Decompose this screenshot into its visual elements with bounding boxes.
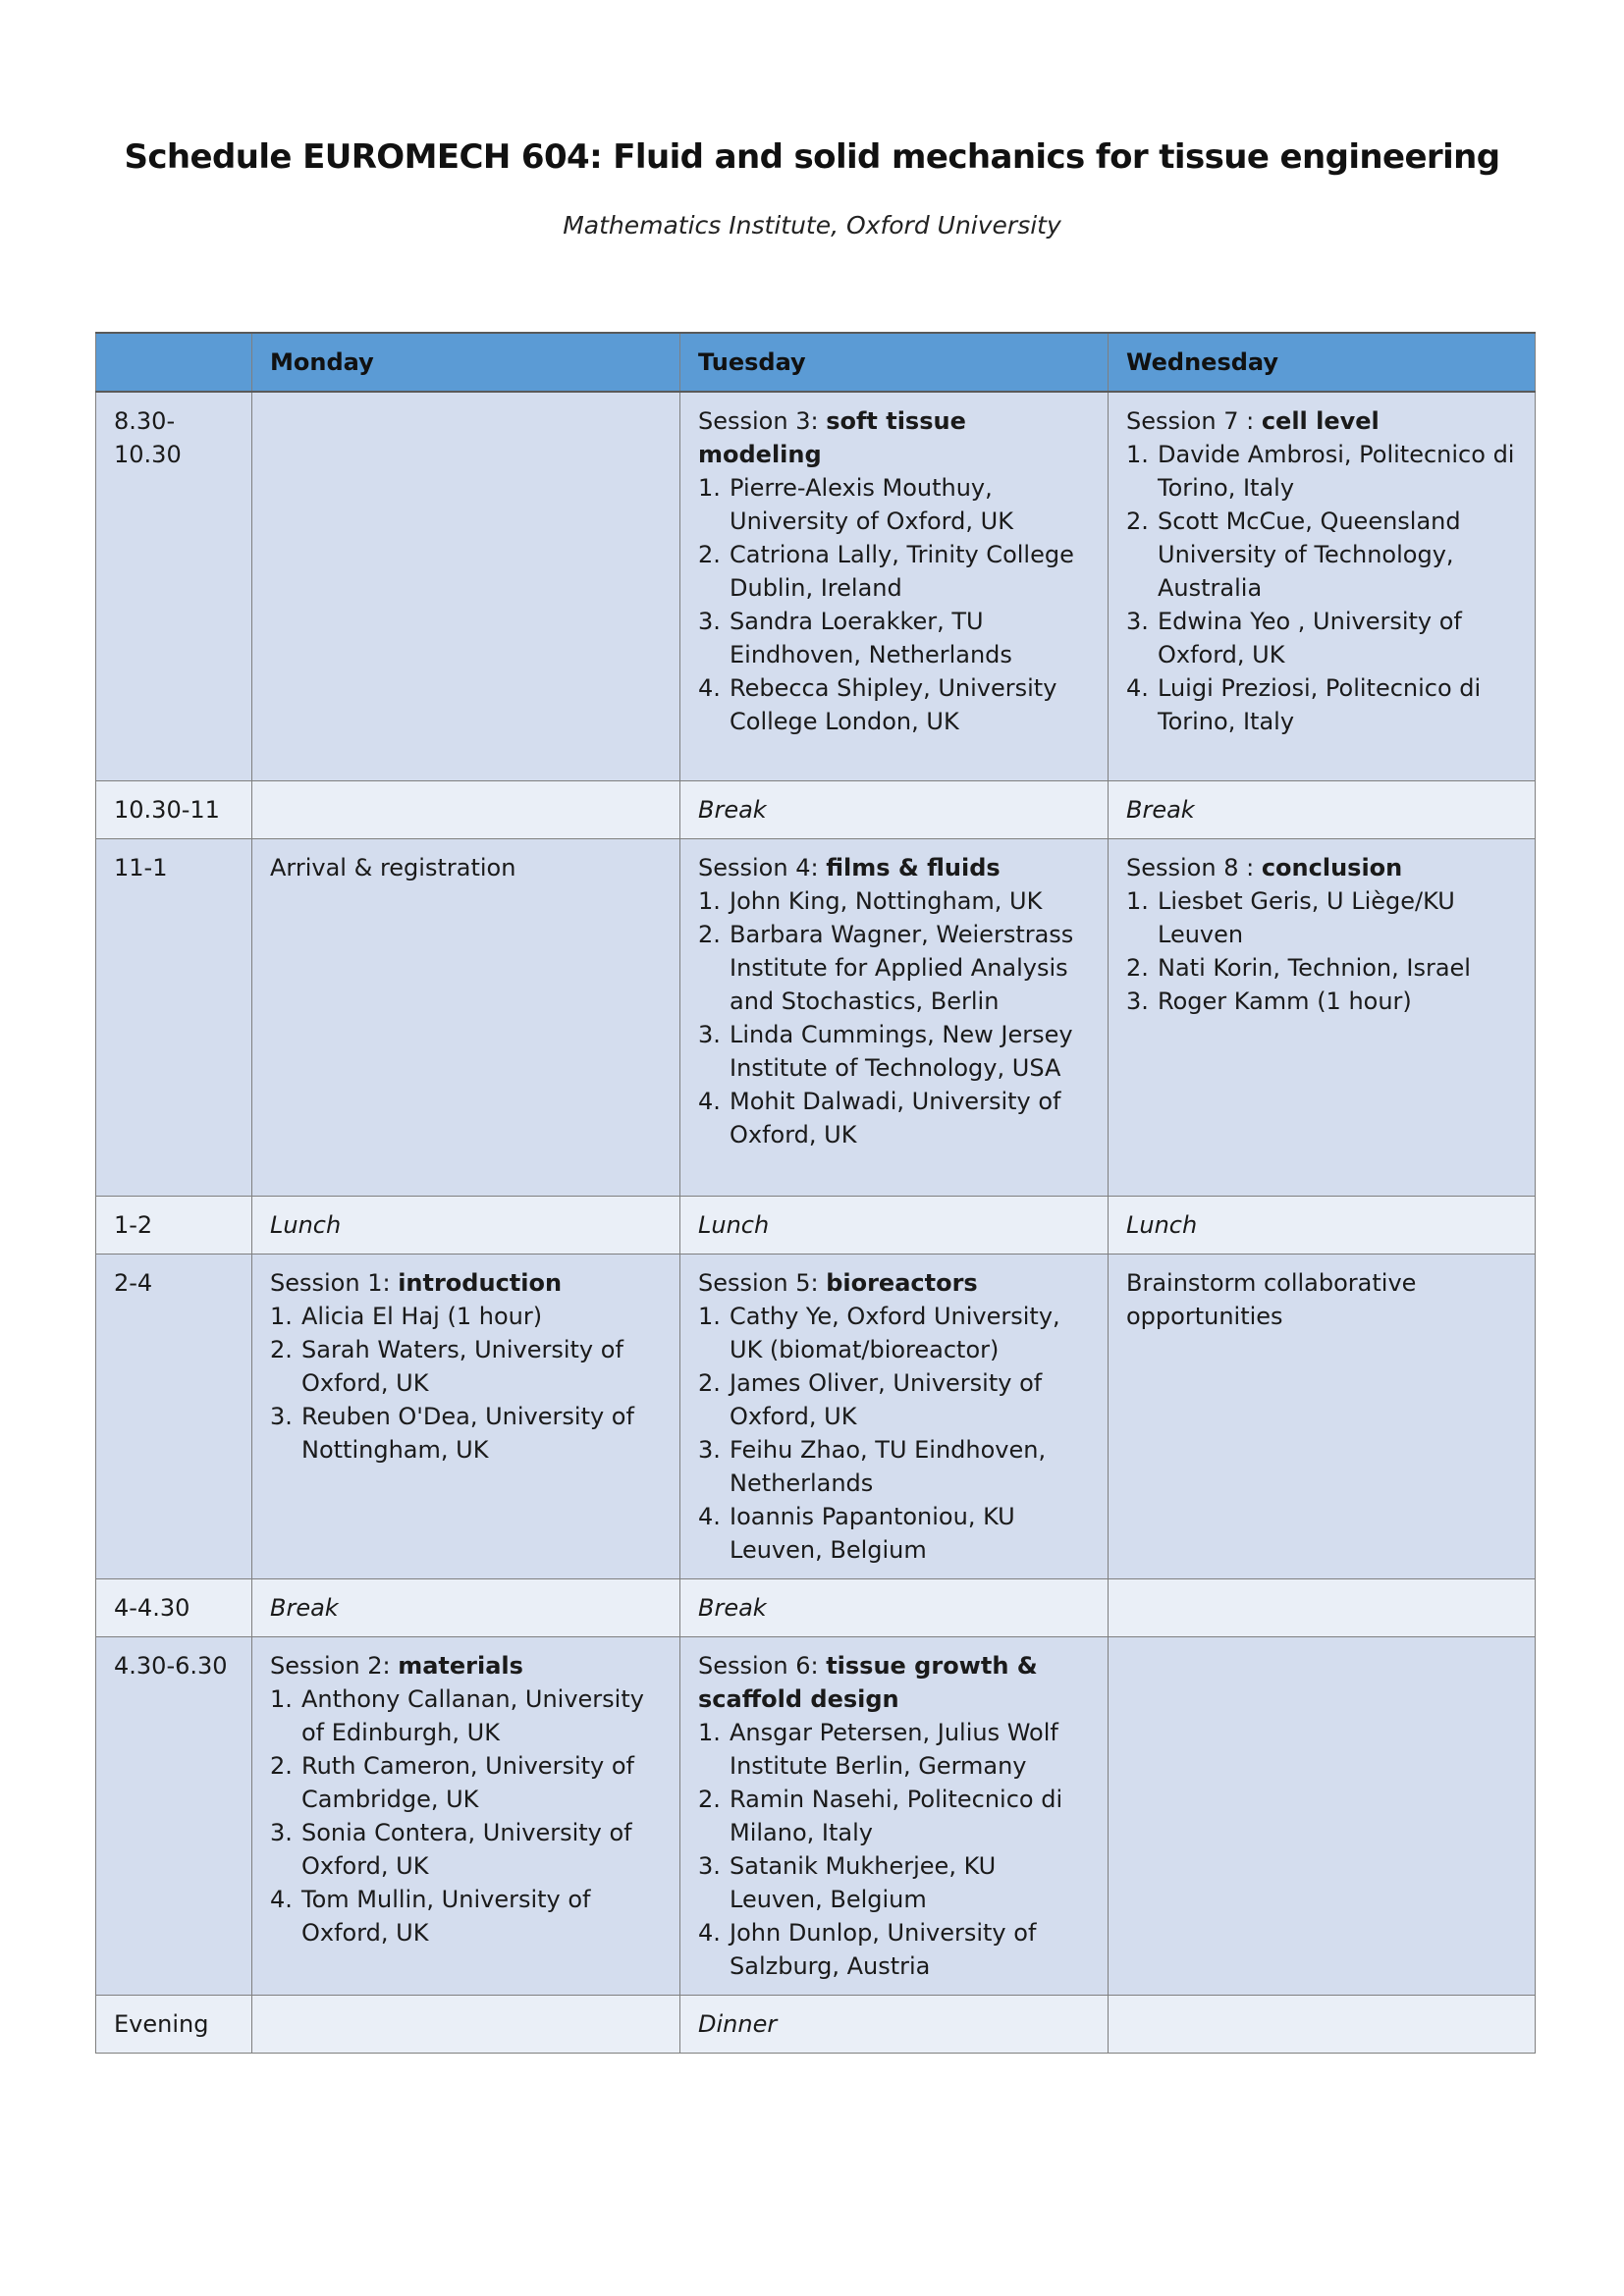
session-topic: introduction [398,1268,563,1297]
monday-cell [252,1636,680,1995]
session-prefix: Session 3: [698,407,827,435]
tuesday-cell [680,838,1109,1196]
speaker-list [698,1716,1090,1983]
speaker-item: 1. Alicia El Haj (1 hour) [270,1302,543,1330]
session-prefix: Session 2: [270,1651,399,1680]
row-evening [96,1995,1536,2053]
speaker-list [698,884,1090,1151]
schedule-table [95,332,1536,2054]
header-time [96,333,252,392]
time-cell: 10.30-11 [96,780,252,838]
session-prefix: Session 5: [698,1268,827,1297]
monday-cell [252,780,680,838]
time-cell: Evening [96,1995,252,2053]
speaker-list [1126,438,1517,738]
session-prefix: Session 8 : [1126,853,1262,881]
speaker-item: 4. Ioannis Papantoniou, KU Leuven, Belgium [698,1502,1015,1564]
speaker-item: 3. Feihu Zhao, TU Eindhoven, Netherlands [698,1435,1047,1497]
session-heading [1126,851,1517,884]
speaker-list [698,1300,1090,1567]
session-topic: tissue growth & scaffold design [698,1651,1038,1713]
session-heading [698,404,1090,471]
page-subtitle: Mathematics Institute, Oxford University [563,211,1061,240]
speaker-item: 3. Edwina Yeo , University of Oxford, UK [1126,608,1462,668]
speaker-item: 1. Davide Ambrosi, Politecnico di Torino, Italy [1126,441,1515,502]
session-prefix: Session 1: [270,1268,399,1297]
wednesday-cell: Break [1109,780,1536,838]
session-topic: conclusion [1261,853,1403,881]
monday-cell [252,392,680,780]
speaker-list [698,471,1090,738]
time-cell: 4-4.30 [96,1578,252,1636]
header-row [96,333,1536,392]
speaker-item: 2. Catriona Lally, Trinity College Dublin, Ireland [698,541,1074,602]
monday-cell: Arrival & registration [252,838,680,1196]
speaker-item: 4. Rebecca Shipley, University College London, UK [698,674,1057,735]
speaker-item: 2. Ramin Nasehi, Politecnico di Milano, Italy [698,1785,1063,1846]
tuesday-cell [680,1254,1109,1578]
session-prefix: Session 4: [698,853,827,881]
session-topic: films & fluids [826,853,1001,881]
time-cell: 4.30-6.30 [96,1636,252,1995]
wednesday-cell [1109,392,1536,780]
speaker-item: 2. Scott McCue, Queensland University of Technology, Australia [1126,507,1461,602]
time-label: 8.30- 10.30 [114,407,182,468]
tuesday-cell [680,1636,1109,1995]
header-wednesday: Wednesday [1109,333,1536,392]
monday-cell [252,1254,680,1578]
page-title: Schedule EUROMECH 604: Fluid and solid mechanics for tissue engineering [124,137,1500,177]
time-cell [96,392,252,780]
tuesday-cell: Dinner [680,1995,1109,2053]
session-heading [698,851,1090,884]
tuesday-cell: Break [680,1578,1109,1636]
monday-cell: Lunch [252,1196,680,1254]
speaker-item: 4. Luigi Preziosi, Politecnico di Torino, Italy [1126,674,1482,735]
speaker-item: 1. John King, Nottingham, UK [698,886,1043,915]
speaker-item: 1. Ansgar Petersen, Julius Wolf Institute Berlin, Germany [698,1718,1058,1780]
session-topic: materials [398,1651,523,1680]
session-topic: soft tissue modeling [698,407,966,468]
speaker-item: 3. Satanik Mukherjee, KU Leuven, Belgium [698,1851,997,1913]
speaker-item: 2. James Oliver, University of Oxford, UK [698,1368,1043,1430]
header-tuesday: Tuesday [680,333,1109,392]
tuesday-cell: Lunch [680,1196,1109,1254]
speaker-item: 2. Nati Korin, Technion, Israel [1126,953,1471,982]
speaker-item: 2. Barbara Wagner, Weierstrass Institute for Applied Analysis and Stochastics, Berlin [698,920,1074,1015]
monday-cell [252,1995,680,2053]
time-cell: 11-1 [96,838,252,1196]
speaker-item: 3. Roger Kamm (1 hour) [1126,987,1412,1015]
speaker-item: 3. Sonia Contera, University of Oxford, UK [270,1818,632,1880]
speaker-list [1126,884,1517,1018]
speaker-item: 3. Linda Cummings, New Jersey Institute of Technology, USA [698,1020,1073,1082]
session-heading [270,1649,662,1682]
session-heading [698,1266,1090,1300]
speaker-item: 2. Sarah Waters, University of Oxford, UK [270,1335,623,1397]
wednesday-cell [1109,1995,1536,2053]
row-0830 [96,392,1536,780]
tuesday-cell [680,392,1109,780]
row-1400 [96,1254,1536,1578]
speaker-item: 3. Reuben O'Dea, University of Nottingham, UK [270,1402,634,1464]
time-cell: 2-4 [96,1254,252,1578]
speaker-item: 2. Ruth Cameron, University of Cambridge, UK [270,1751,634,1813]
speaker-item: 4. John Dunlop, University of Salzburg, Austria [698,1918,1037,1980]
wednesday-cell [1109,1636,1536,1995]
header-monday: Monday [252,333,680,392]
speaker-item: 1. Pierre-Alexis Mouthuy, University of Oxford, UK [698,474,1013,535]
session-topic: bioreactors [826,1268,978,1297]
wednesday-cell: Lunch [1109,1196,1536,1254]
wednesday-cell [1109,838,1536,1196]
speaker-item: 1. Cathy Ye, Oxford University, UK (biomat/bioreactor) [698,1302,1060,1363]
speaker-list [270,1682,662,1949]
row-1030 [96,780,1536,838]
session-heading [698,1649,1090,1716]
tuesday-cell: Break [680,780,1109,838]
wednesday-cell: Brainstorm collaborative opportunities [1109,1254,1536,1578]
speaker-item: 4. Mohit Dalwadi, University of Oxford, UK [698,1087,1061,1148]
monday-cell: Break [252,1578,680,1636]
session-heading [1126,404,1517,438]
speaker-item: 1. Liesbet Geris, U Liège/KU Leuven [1126,886,1455,948]
row-1100 [96,838,1536,1196]
wednesday-cell [1109,1578,1536,1636]
session-heading [270,1266,662,1300]
row-1600 [96,1578,1536,1636]
speaker-item: 3. Sandra Loerakker, TU Eindhoven, Netherlands [698,608,1012,668]
row-1300 [96,1196,1536,1254]
speaker-item: 4. Tom Mullin, University of Oxford, UK [270,1885,591,1947]
speaker-list [270,1300,662,1467]
session-prefix: Session 6: [698,1651,827,1680]
speaker-item: 1. Anthony Callanan, University of Edinburgh, UK [270,1684,644,1746]
row-1630 [96,1636,1536,1995]
time-cell: 1-2 [96,1196,252,1254]
session-prefix: Session 7 : [1126,407,1262,435]
session-topic: cell level [1261,407,1380,435]
